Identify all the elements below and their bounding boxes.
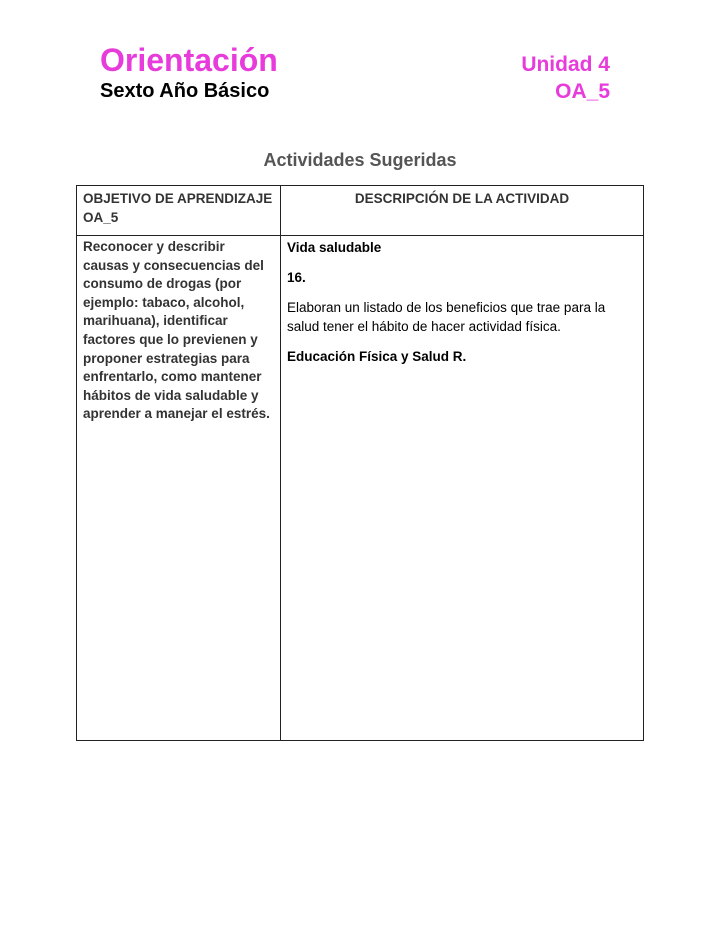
activity-subject: Educación Física y Salud R. [287, 349, 467, 364]
table-row [77, 236, 644, 741]
page-title: Orientación [100, 42, 278, 78]
unit-label: Unidad 4 [521, 53, 610, 76]
activity-description: Elaboran un listado de los beneficios que trae para la salud tener el hábito de hacer actividad física. [287, 300, 606, 334]
course-subtitle: Sexto Año Básico [100, 80, 270, 102]
objective-column-header: OBJETIVO DE APRENDIZAJE OA_5 [77, 186, 281, 236]
activity-title: Vida saludable [287, 240, 382, 255]
table-header-row [77, 186, 644, 236]
oa-label: OA_5 [555, 80, 610, 103]
objective-cell: Reconocer y describir causas y consecuencias del consumo de drogas (por ejemplo: tabaco, alcohol, marihuana), identificar factores que lo previenen y proponer estrategias para enfrentarlo, como mantener hábitos de vida saludable y aprender a manejar el estrés. [77, 236, 281, 741]
description-column-header: DESCRIPCIÓN DE LA ACTIVIDAD [281, 186, 644, 236]
activity-cell [281, 236, 644, 741]
activities-table [76, 185, 644, 741]
activity-number: 16. [287, 270, 306, 285]
section-heading: Actividades Sugeridas [263, 150, 457, 170]
